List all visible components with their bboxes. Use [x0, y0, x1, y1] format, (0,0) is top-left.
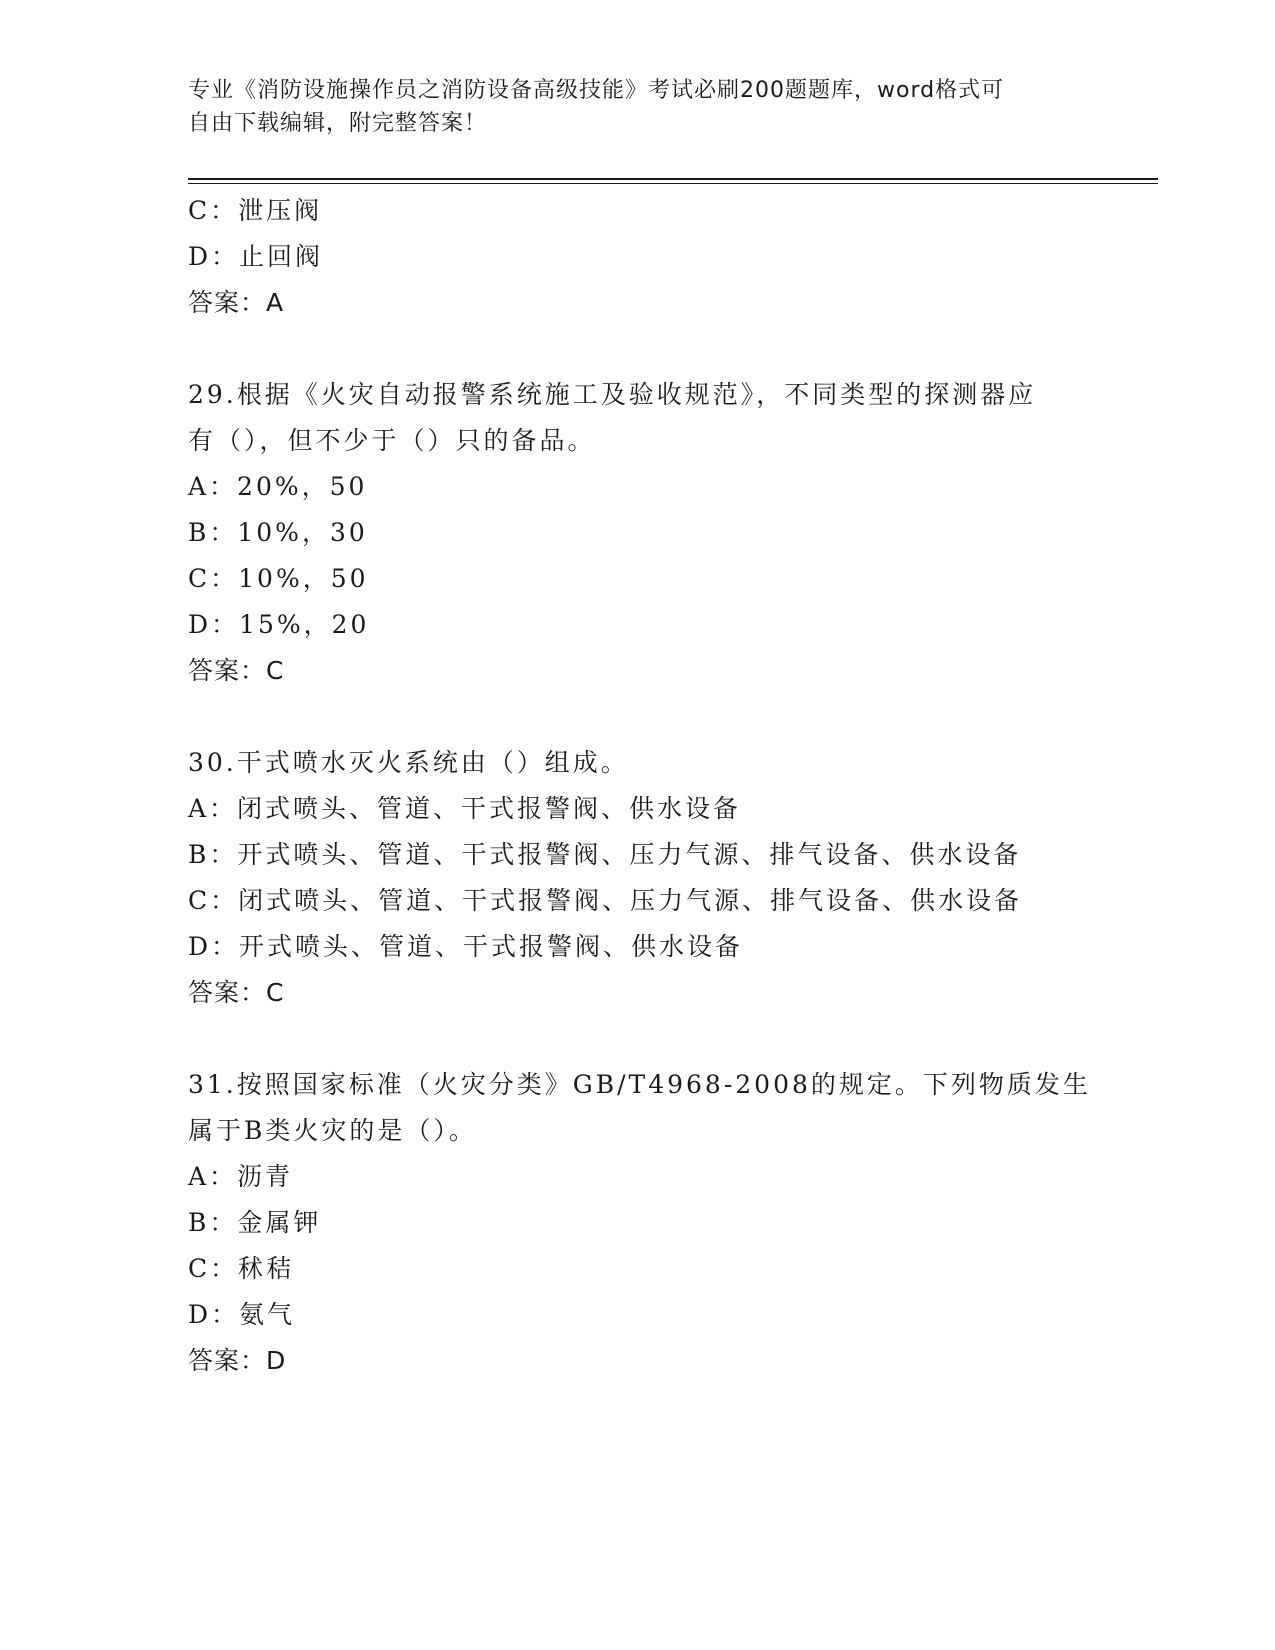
answer-line: 答案：D	[188, 1346, 287, 1375]
answer-line: 答案：C	[188, 656, 285, 685]
question-stem-line-1: 29.根据《火灾自动报警系统施工及验收规范》，不同类型的探测器应	[188, 380, 1037, 409]
option-a: A：20%，50	[188, 472, 368, 501]
question-stem-line-1: 30.干式喷水灭火系统由（）组成。	[188, 748, 629, 777]
spacer	[188, 694, 1088, 740]
answer-line: 答案：C	[188, 978, 285, 1007]
question-list	[188, 188, 1091, 1384]
question-stem-line-2: 属于B类火灾的是（）。	[188, 1116, 477, 1145]
option-b: B：开式喷头、管道、干式报警阀、压力气源、排气设备、供水设备	[188, 840, 1022, 869]
option-d: D：开式喷头、管道、干式报警阀、供水设备	[188, 932, 744, 961]
option-a: A：沥青	[188, 1162, 294, 1191]
question-stem-line-2: 有（），但不少于（）只的备品。	[188, 426, 596, 455]
answer-line: 答案：A	[188, 288, 285, 317]
question-29	[188, 372, 1088, 694]
header-line-2: 自由下载编辑，附完整答案！	[188, 111, 488, 136]
option-d: D：15%，20	[188, 610, 370, 639]
option-c: C：闭式喷头、管道、干式报警阀、压力气源、排气设备、供水设备	[188, 886, 1023, 915]
option-d: D：止回阀	[188, 242, 324, 271]
option-c: C：10%，50	[188, 564, 369, 593]
spacer	[188, 326, 1088, 372]
question-31	[188, 1062, 1091, 1384]
document-header	[188, 74, 1068, 140]
option-b: B：金属钾	[188, 1208, 322, 1237]
spacer	[188, 1016, 1088, 1062]
header-line-1: 专业《消防设施操作员之消防设备高级技能》考试必刷200题题库，word格式可	[188, 78, 1005, 103]
question-30	[188, 740, 1088, 1016]
option-c: C：秫秸	[188, 1254, 295, 1283]
previous-question-tail	[188, 188, 1088, 326]
option-c: C：泄压阀	[188, 196, 323, 225]
header-divider-thin	[188, 183, 1158, 184]
option-a: A：闭式喷头、管道、干式报警阀、供水设备	[188, 794, 742, 823]
header-divider-thick	[188, 178, 1158, 180]
option-d: D：氨气	[188, 1300, 296, 1329]
option-b: B：10%，30	[188, 518, 368, 547]
question-stem-line-1: 31.按照国家标准（火灾分类》GB/T4968-2008的规定。下列物质发生	[188, 1070, 1091, 1099]
